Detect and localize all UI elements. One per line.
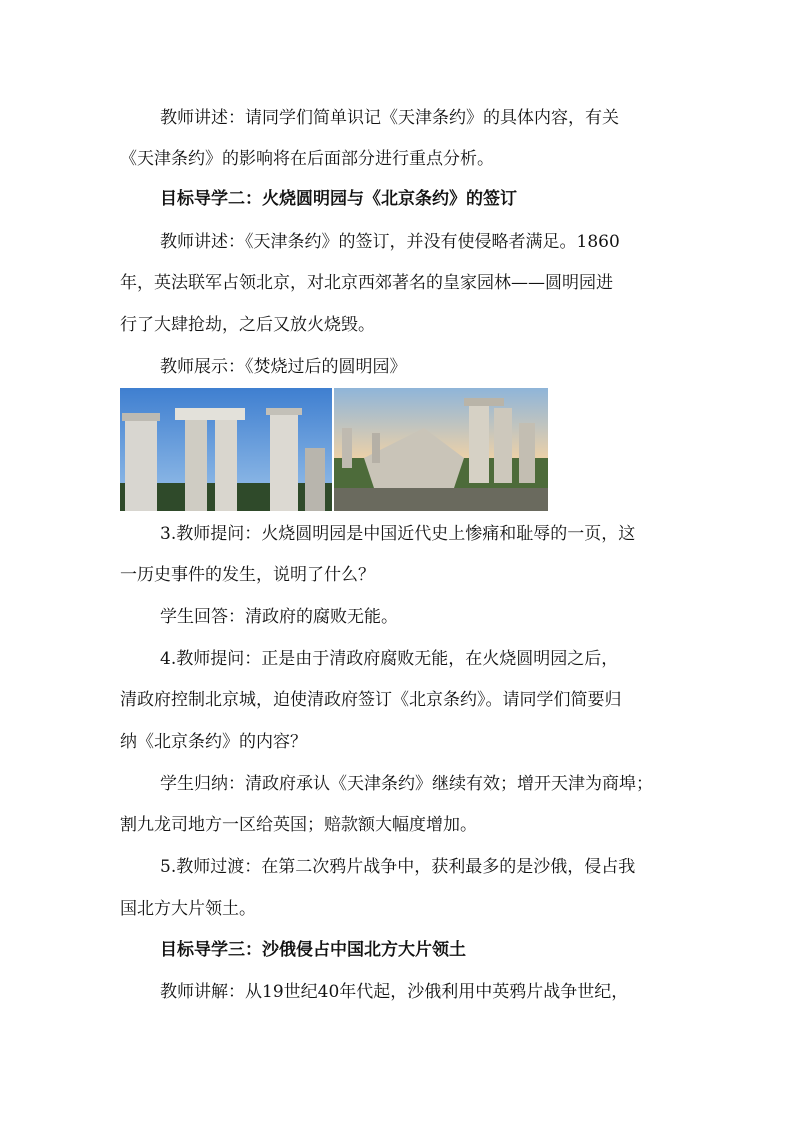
paragraph-line: 《天津条约》的影响将在后面部分进行重点分析。 [120, 149, 494, 169]
paragraph-line: 教师讲解：从19世纪40年代起，沙俄利用中英鸦片战争世纪， [160, 982, 629, 1002]
ruins-photo-left [120, 388, 332, 511]
paragraph-line: 一历史事件的发生，说明了什么？ [120, 565, 375, 585]
paragraph-line: 4.教师提问：正是由于清政府腐败无能，在火烧圆明园之后， [160, 649, 619, 669]
paragraph-line: 3.教师提问：火烧圆明园是中国近代史上惨痛和耻辱的一页，这 [160, 524, 636, 544]
paragraph-line: 行了大肆抢劫，之后又放火烧毁。 [120, 315, 375, 335]
paragraph-line: 割九龙司地方一区给英国；赔款额大幅度增加。 [120, 815, 477, 835]
section-heading: 目标导学二：火烧圆明园与《北京条约》的签订 [160, 189, 517, 209]
paragraph-line: 教师讲述：请同学们简单识记《天津条约》的具体内容，有关 [160, 108, 619, 128]
paragraph-line: 国北方大片领土。 [120, 899, 256, 919]
paragraph-line: 纳《北京条约》的内容？ [120, 732, 307, 752]
paragraph-line: 学生归纳：清政府承认《天津条约》继续有效；增开天津为商埠； [160, 774, 653, 794]
paragraph-line: 5.教师过渡：在第二次鸦片战争中，获利最多的是沙俄，侵占我 [160, 857, 636, 877]
paragraph-line: 教师展示：《焚烧过后的圆明园》 [160, 357, 407, 377]
paragraph-line: 学生回答：清政府的腐败无能。 [160, 607, 398, 627]
paragraph-line: 清政府控制北京城，迫使清政府签订《北京条约》。请同学们简要归 [120, 690, 622, 710]
paragraph-line: 教师讲述：《天津条约》的签订，并没有使侵略者满足。1860 [160, 232, 620, 252]
section-heading: 目标导学三：沙俄侵占中国北方大片领土 [160, 940, 466, 960]
paragraph-line: 年，英法联军占领北京，对北京西郊著名的皇家园林——圆明园进 [120, 273, 613, 293]
ruins-photo-right [334, 388, 548, 511]
